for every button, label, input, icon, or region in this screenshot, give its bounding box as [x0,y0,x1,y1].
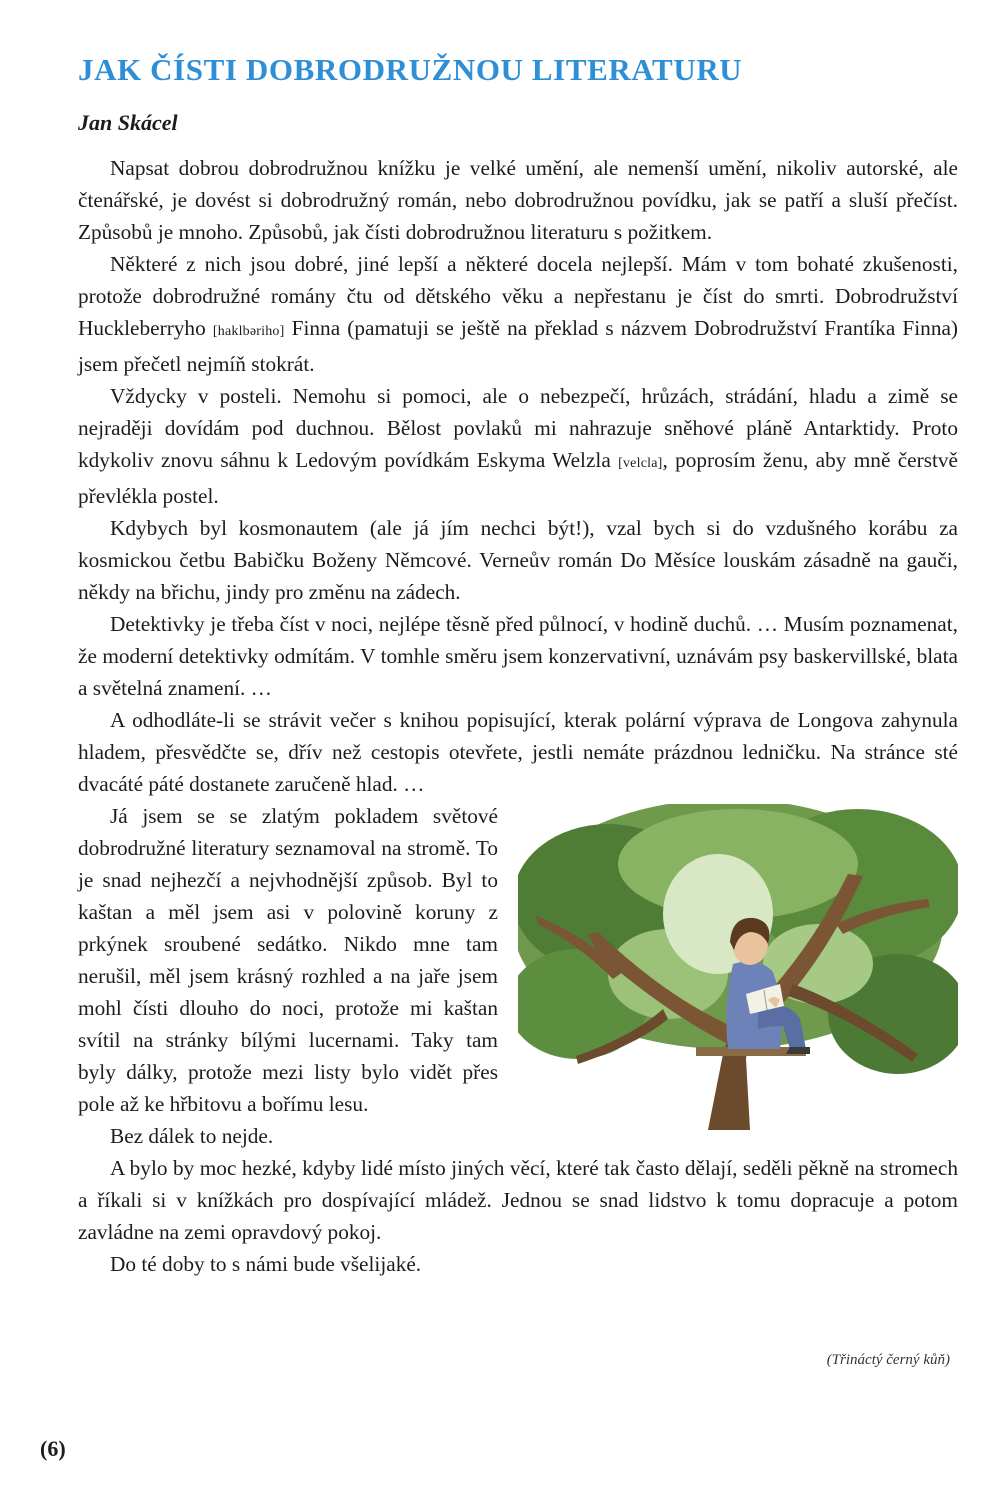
paragraph: A odhodláte-li se strávit večer s knihou popisující, kterak polární výprava de Longova zahynula hladem, přesvědčte se, dřív než cestopis otevřete, jestli nemáte prázdnou ledničku. Na stránce sté dvacáté páté dostanete zaručeně hlad. … [78,708,958,796]
page-title: JAK ČÍSTI DOBRODRUŽNOU LITERATURU [78,52,743,87]
paragraph-text: , poprosím ženu, aby mně čerstvě převlékla postel. [78,448,958,508]
paragraph [78,380,958,512]
paragraph-text: Já jsem se se zlatým pokladem světové dobrodružné literatury seznamoval na stromě. To je snad nejhezčí a nejvhodnější způsob. Byl to kaštan a měl jsem asi v polovině koruny z prkýnek sroubené sedátko. Nikdo mne tam nerušil, měl jsem krásný rozhled a na jaře jsem mohl čísti dlouho do noci, protože mi kaštan svítil na stránky bílými lucernami. Taky tam byly dálky, protože mezi listy bylo vidět přes pole až ke hřbitovu a bořímu lesu. [78,804,498,1116]
source-citation: (Třináctý černý kůň) [826,1352,950,1368]
paragraph: Do té doby to s námi bude všelijaké. [110,1252,422,1276]
paragraph [78,248,958,380]
page-number: (6) [40,1436,66,1461]
paragraph: Napsat dobrou dobrodružnou knížku je velké umění, ale nemenší umění, nikoliv autorské, ale čtenářské, je dovést si dobrodružný román, nebo dobrodružnou povídku, jak se patří a sluší přečíst. Způsobů je mnoho. Způsobů, jak čísti dobrodružnou literaturu s požitkem. [78,156,958,244]
paragraph: Bez dálek to nejde. [110,1124,274,1148]
paragraph: Detektivky je třeba číst v noci, nejlépe těsně před půlnocí, v hodině duchů. … Musím poznamenat, že moderní detektivky odmítám. V tomhle směru jsem konzervativní, uznávám psy baskervillské, blata a světelná znamení. … [78,612,958,700]
paragraph: Kdybych byl kosmonautem (ale já jím nechci být!), vzal bych si do vzdušného korábu za kosmickou četbu Babičku Boženy Němcové. Verneův román Do Měsíce louskám zásadně na gauči, někdy na břichu, jindy pro změnu na zádech. [78,516,958,604]
paragraph-text: Finna (pamatuji se ještě na překlad s názvem Dobrodružství Frantíka Finna) jsem přečetl nejmíň stokrát. [78,316,959,376]
boy-reading-in-tree-illustration [518,804,958,1130]
paragraph-text: Některé z nich jsou dobré, jiné lepší a některé docela nejlepší. Mám v tom bohaté zkušenosti, protože dobrodružné romány čtu od dětského věku a nepřestanu je číst do smrti. Dobrodružství Huckleberryho [78,252,958,340]
paragraph [78,800,958,1120]
pronunciation-note: [velcla] [618,456,663,471]
pronunciation-note: [haklbəriho] [212,324,285,339]
paragraph-text: Vždycky v posteli. Nemohu si pomoci, ale o nebezpečí, hrůzách, strádání, hladu a zimě se nejraději dovídám pod duchnou. Bělost povlaků mi nahrazuje sněhové pláně Antarktidy. Proto kdykoliv znovu sáhnu k Ledovým povídkám Eskyma Welzla [78,384,958,472]
paragraph: A bylo by moc hezké, kdyby lidé místo jiných věcí, které tak často dělají, seděli pěkně na stromech a říkali si v knížkách pro dospívající mládež. Jednou se snad lidstvo k tomu dopracuje a potom zavládne na zemi opravdový pokoj. [78,1156,958,1244]
article-body [78,152,958,1280]
author-name: Jan Skácel [78,110,178,135]
